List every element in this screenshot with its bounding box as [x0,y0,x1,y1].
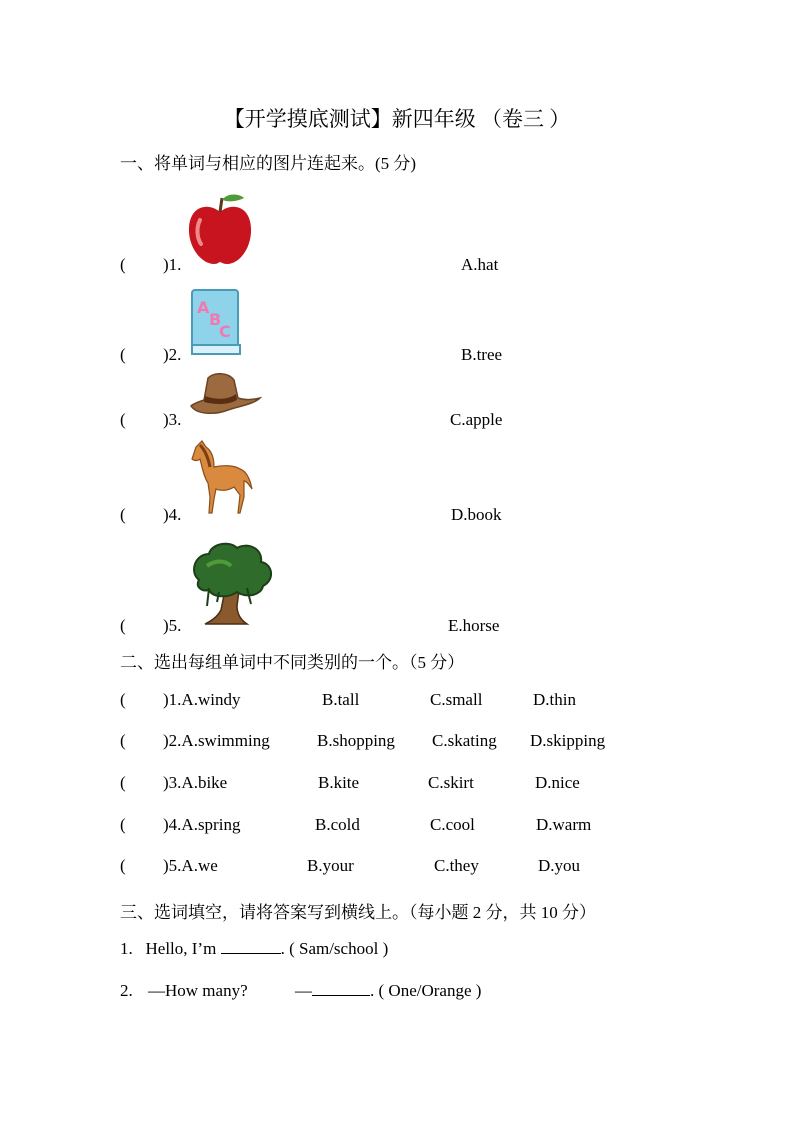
answer-bracket[interactable]: ( [120,856,126,875]
sentence-suffix: . ( Sam/school ) [280,939,389,958]
answer-dash: — [295,981,312,1000]
list-item [120,255,126,275]
answer-bracket[interactable]: ( [120,410,126,429]
item-number: 1. [120,939,133,958]
answer-blank[interactable] [312,995,370,996]
choice-d: D.nice [535,773,580,792]
choice-c: C.cool [430,815,475,834]
answer-bracket[interactable]: ( [120,773,126,792]
choice-a: )5.A.we [163,856,218,875]
choice-d: D.warm [536,815,592,834]
hat-icon [188,370,262,420]
choice-c: C.skating [432,731,497,750]
choice-b: B.your [307,856,354,875]
section3-heading: 三、选词填空，请将答案写到横线上。（每小题 2 分，共 10 分） [120,903,596,922]
choice-c: C.skirt [428,773,474,792]
fill-item-2 [295,981,481,1001]
option-label: D.book [451,505,502,524]
answer-bracket[interactable]: ( [120,690,126,709]
option-label: E.horse [448,616,500,635]
choice-b: B.cold [315,815,360,834]
question-text: —How many? [148,981,248,1000]
tree-icon [189,540,275,628]
answer-bracket[interactable]: ( [120,345,126,364]
section1-heading: 一、将单词与相应的图片连起来。(5 分) [120,154,417,173]
item-number: 2. [120,981,133,1000]
choice-b: B.kite [318,773,360,792]
sentence-suffix: . ( One/Orange ) [370,981,482,1000]
fill-item-1 [120,939,388,959]
option-label: A.hat [461,255,499,274]
choice-b: B.tall [322,690,360,709]
choice-c: C.they [434,856,479,875]
choice-b: B.shopping [317,731,395,750]
item-number: )4. [163,505,182,524]
answer-bracket[interactable]: ( [120,616,126,635]
apple-icon [186,192,254,266]
answer-bracket[interactable]: ( [120,255,126,274]
choice-a: )2.A.swimming [163,731,270,750]
svg-text:C: C [219,322,231,341]
horse-icon [188,437,256,517]
answer-bracket[interactable]: ( [120,505,126,524]
item-number: )3. [163,410,182,429]
answer-bracket[interactable]: ( [120,815,126,834]
choice-d: D.you [538,856,581,875]
svg-text:A: A [197,298,210,317]
choice-d: D.thin [533,690,576,709]
book-icon [189,287,243,357]
answer-bracket[interactable]: ( [120,731,126,750]
item-number: )5. [163,616,182,635]
sentence-prefix: Hello, I’m [145,939,217,958]
item-number: )1. [163,255,182,274]
page-title: 【开学摸底测试】新四年级 （卷三 ） [223,107,571,131]
option-label: C.apple [450,410,503,429]
item-number: )2. [163,345,182,364]
option-label: B.tree [461,345,503,364]
answer-blank[interactable] [221,953,281,954]
choice-a: )3.A.bike [163,773,228,792]
choice-c: C.small [430,690,483,709]
choice-a: )4.A.spring [163,815,241,834]
svg-text:B: B [209,310,222,329]
choice-d: D.skipping [530,731,606,750]
choice-a: )1.A.windy [163,690,241,709]
section2-heading: 二、选出每组单词中不同类别的一个。（5 分） [120,653,465,672]
